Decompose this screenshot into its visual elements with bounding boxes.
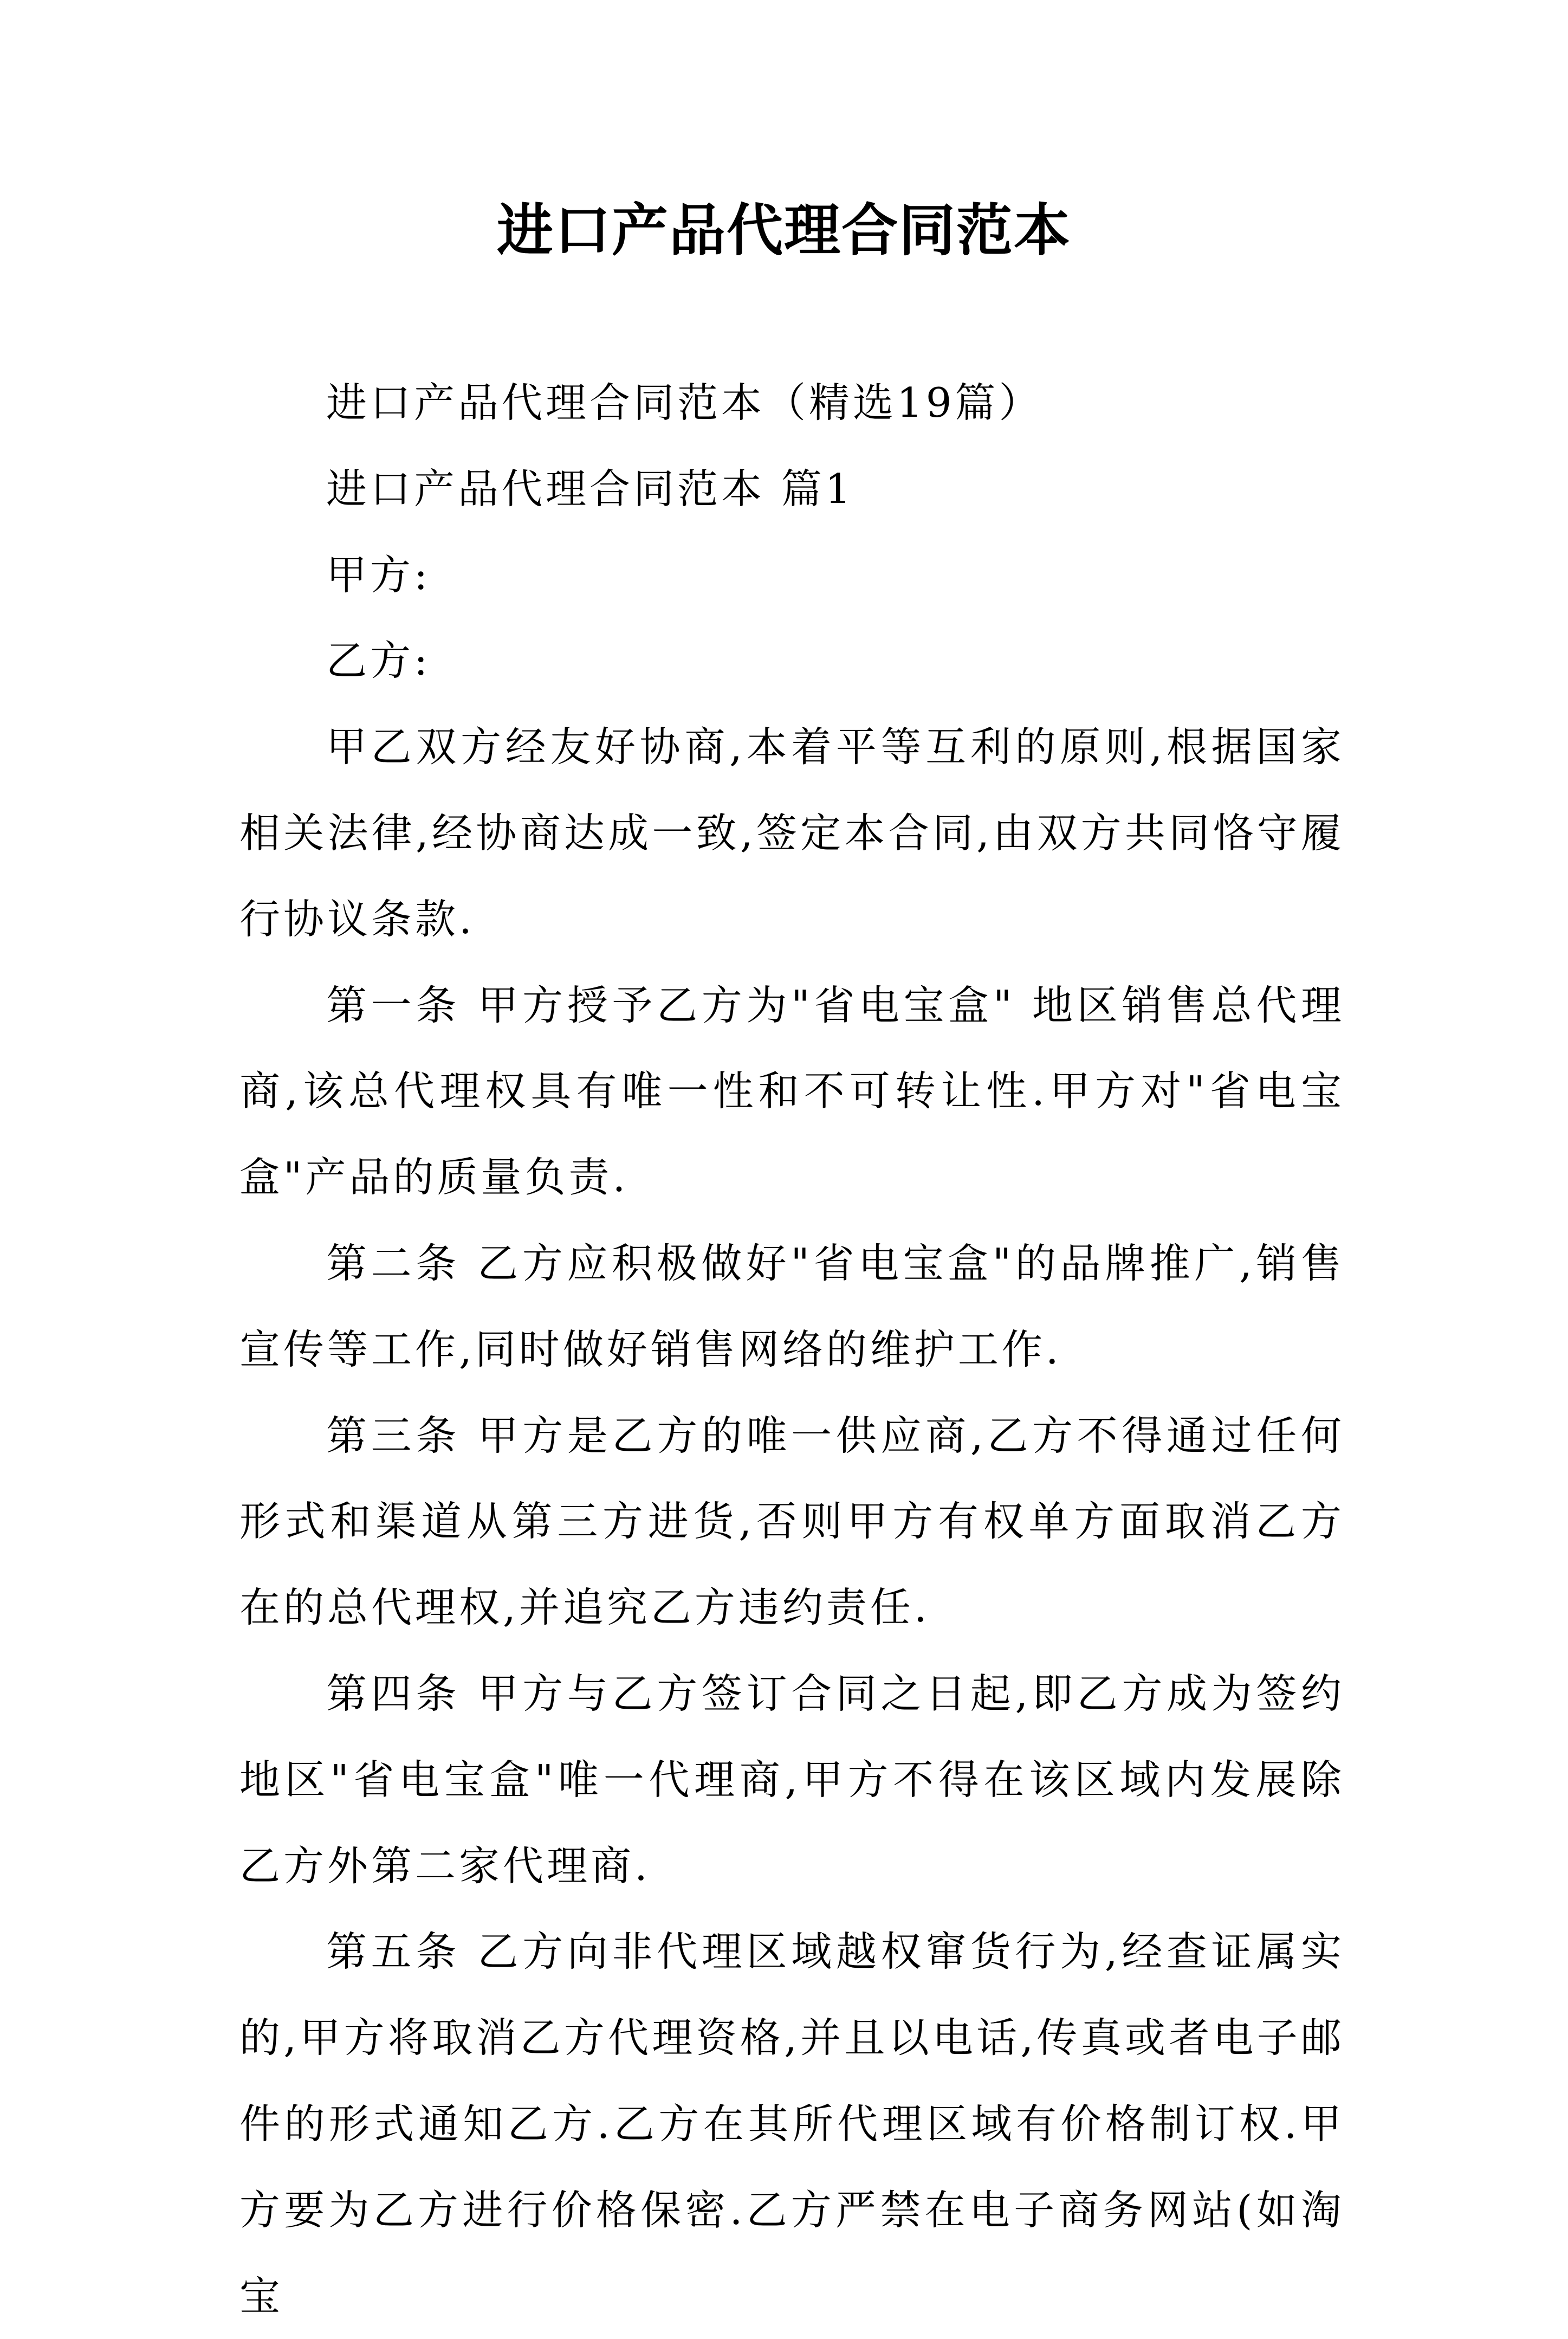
party-a-line: 甲方: [326, 551, 431, 599]
document-body [239, 360, 1345, 2339]
preamble-paragraph: 甲乙双方经友好协商,本着平等互利的原则,根据国家相关法律,经协商达成一致,签定本合同,由双方共同恪守履行协议条款. [239, 723, 1345, 943]
section-heading: 进口产品代理合同范本 篇1 [326, 464, 854, 513]
document-title: 进口产品代理合同范本 [496, 197, 1071, 263]
clause-4-paragraph: 第四条 甲方与乙方签订合同之日起,即乙方成为签约地区"省电宝盒"唯一代理商,甲方不得在该区域内发展除乙方外第二家代理商. [239, 1669, 1345, 1890]
clause-2-paragraph: 第二条 乙方应积极做好"省电宝盒"的品牌推广,销售宣传等工作,同时做好销售网络的维护工作. [239, 1239, 1345, 1373]
clause-5-paragraph: 第五条 乙方向非代理区域越权窜货行为,经查证属实的,甲方将取消乙方代理资格,并且以电话,传真或者电子邮件的形式通知乙方.乙方在其所代理区域有价格制订权.甲方要为乙方进行价格保密.乙方严禁在电子商务网站(如淘宝 [239, 1928, 1345, 2320]
clause-3-paragraph: 第三条 甲方是乙方的唯一供应商,乙方不得通过任何形式和渠道从第三方进货,否则甲方有权单方面取消乙方在的总代理权,并追究乙方违约责任. [239, 1411, 1345, 1632]
clause-1-paragraph: 第一条 甲方授予乙方为"省电宝盒" 地区销售总代理商,该总代理权具有唯一性和不可转让性.甲方对"省电宝盒"产品的质量负责. [239, 981, 1345, 1201]
subtitle-paragraph: 进口产品代理合同范本（精选19篇） [326, 379, 1043, 427]
party-b-line: 乙方: [326, 637, 431, 685]
